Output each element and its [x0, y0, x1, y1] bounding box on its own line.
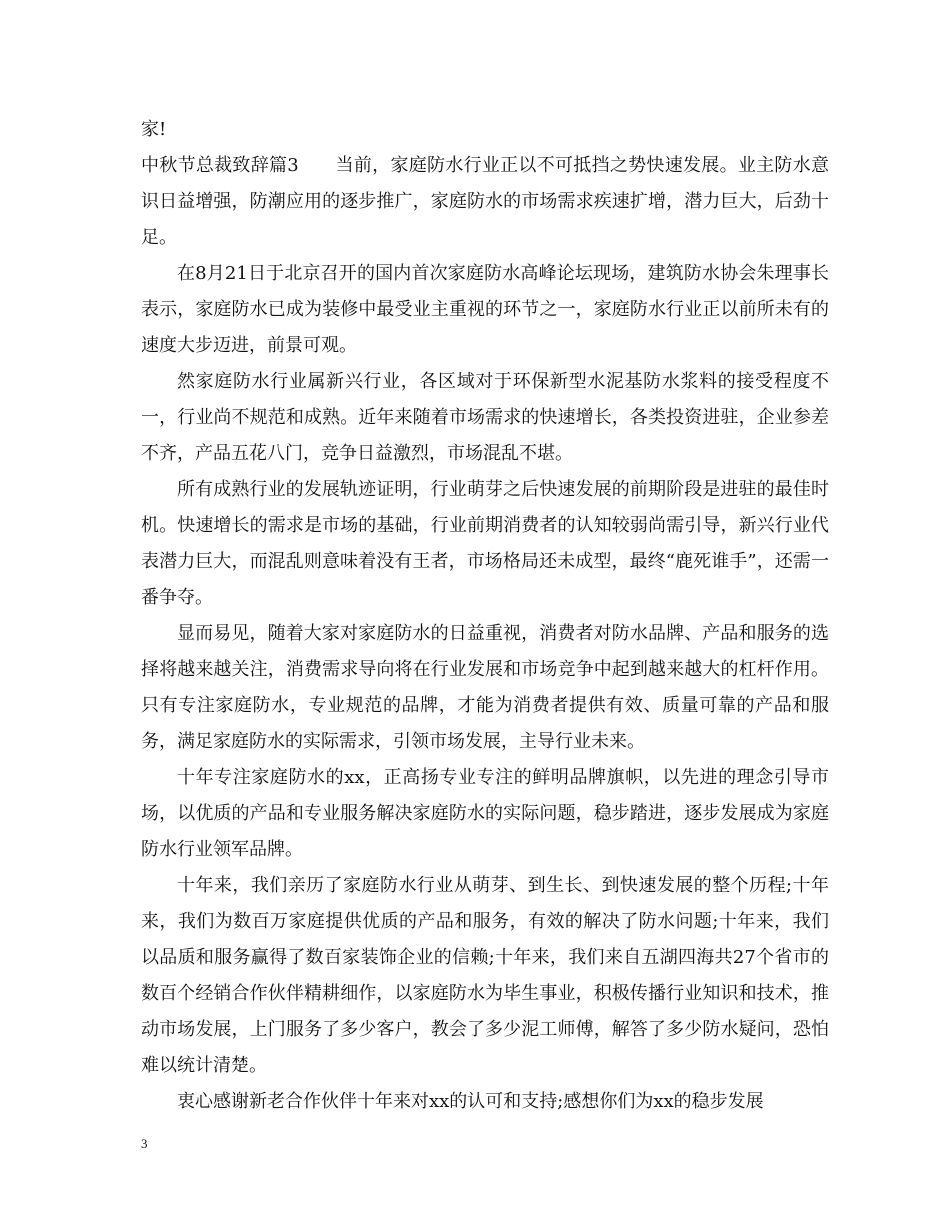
paragraph-continuation: 家!	[141, 119, 167, 140]
paragraph: 显而易见，随着大家对家庭防水的日益重视，消费者对防水品牌、产品和服务的选择将越来越关注，消费需求导向将在行业发展和市场竞争中起到越来越大的杠杆作用。只有专注家庭防水，专业规范的品牌，才能为消费者提供有效、质量可靠的产品和服务，满足家庭防水的实际需求，引领市场发展，主导行业未来。	[141, 623, 829, 752]
paragraph: 衷心感谢新老合作伙伴十年来对xx的认可和支持;感想你们为xx的稳步发展	[177, 1091, 764, 1112]
page-number: 3	[141, 1136, 148, 1151]
paragraph: 十年专注家庭防水的xx，正高扬专业专注的鲜明品牌旗帜，以先进的理念引导市场，以优质的产品和专业服务解决家庭防水的实际问题，稳步踏进，逐步发展成为家庭防水行业领军品牌。	[141, 767, 829, 860]
paragraph: 在8月21日于北京召开的国内首次家庭防水高峰论坛现场，建筑防水协会朱理事长表示，家庭防水已成为装修中最受业主重视的环节之一，家庭防水行业正以前所未有的速度大步迈进，前景可观。	[141, 263, 829, 356]
paragraph: 所有成熟行业的发展轨迹证明，行业萌芽之后快速发展的前期阶段是进驻的最佳时机。快速增长的需求是市场的基础，行业前期消费者的认知较弱尚需引导，新兴行业代表潜力巨大，而混乱则意味着没有王者，市场格局还未成型，最终“鹿死谁手”，还需一番争夺。	[141, 479, 829, 608]
paragraph-section-heading: 中秋节总裁致辞篇3 当前，家庭防水行业正以不可抵挡之势快速发展。业主防水意识日益增强，防潮应用的逐步推广，家庭防水的市场需求疾速扩增，潜力巨大，后劲十足。	[141, 155, 829, 248]
paragraph: 十年来，我们亲历了家庭防水行业从萌芽、到生长、到快速发展的整个历程;十年来，我们为数百万家庭提供优质的产品和服务，有效的解决了防水问题;十年来，我们以品质和服务赢得了数百家装饰企业的信赖;十年来，我们来自五湖四海共27个省市的数百个经销合作伙伴精耕细作，以家庭防水为毕生事业，积极传播行业知识和技术，推动市场发展，上门服务了多少客户，教会了多少泥工师傅，解答了多少防水疑问，恐怕难以统计清楚。	[141, 875, 829, 1076]
paragraph: 然家庭防水行业属新兴行业，各区域对于环保新型水泥基防水浆料的接受程度不一，行业尚不规范和成熟。近年来随着市场需求的快速增长，各类投资进驻，企业参差不齐，产品五花八门，竞争日益激烈，市场混乱不堪。	[141, 371, 829, 464]
document-body	[141, 112, 829, 1120]
